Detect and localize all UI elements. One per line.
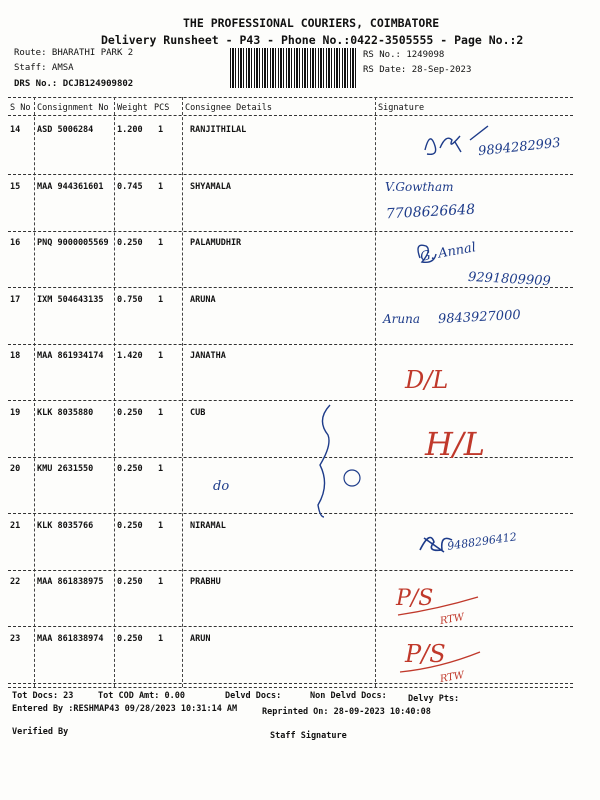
- handwritten-phone: 7708626648: [385, 201, 476, 223]
- handwritten-sub: RTW: [439, 669, 466, 686]
- row-consignee: CUB: [190, 407, 206, 418]
- handwritten-name: V.Gowtham: [385, 180, 454, 194]
- row-consignee: PALAMUDHIR: [190, 238, 242, 248]
- row-sno: 19: [10, 407, 21, 418]
- handwritten-mark: D/L: [405, 366, 449, 394]
- row-consignee: NIRAMAL: [190, 520, 226, 531]
- row-sno: 21: [10, 520, 21, 531]
- row-consignment: MAA 861838975: [37, 577, 104, 587]
- row-sno: 18: [10, 351, 21, 361]
- row-pcs: 1: [158, 407, 164, 418]
- col-signature-header: Signature: [378, 103, 425, 113]
- entered-by: Entered By :RESHMAP43 09/28/2023 10:31:14 AM: [12, 704, 238, 714]
- row-sno: 17: [10, 294, 21, 305]
- bracket-mark: [318, 405, 330, 517]
- row-pcs: 1: [158, 238, 164, 248]
- runsheet-line: Delivery Runsheet - P43 - Phone No.:0422-3505555 - Page No.:2: [101, 33, 524, 47]
- handwritten-phone: 9843927000: [437, 307, 522, 328]
- row-consignment: ASD 5006284: [37, 125, 94, 135]
- row-weight: 0.250: [117, 464, 143, 474]
- row-consignment: KLK 8035766: [37, 520, 94, 531]
- drs-number: DRS No.: DCJB124909802: [14, 79, 134, 89]
- row-consignment: PNQ 9000005569: [37, 238, 109, 248]
- row-consignment: KLK 8035880: [37, 407, 94, 418]
- company-title: THE PROFESSIONAL COURIERS, COIMBATORE: [183, 16, 440, 30]
- row-consignment: MAA 944361601: [37, 181, 104, 192]
- row-weight: 0.250: [117, 577, 143, 587]
- total-docs: Tot Docs: 23: [12, 691, 74, 701]
- row-consignment: KMU 2631550: [37, 464, 94, 474]
- col-consignment-header: Consignment No: [37, 103, 109, 113]
- col-consignee-header: Consignee Details: [185, 103, 272, 113]
- handwritten-mark: H/L: [425, 425, 485, 463]
- row-pcs: 1: [158, 633, 164, 644]
- col-pcs-header: PCS: [154, 103, 170, 113]
- handwritten-name: Aruna: [383, 312, 421, 326]
- col-sno-header: S No: [10, 103, 31, 113]
- handwritten-mark: P/S: [405, 640, 446, 668]
- handwritten-phone: 9894282993: [477, 135, 562, 160]
- row-pcs: 1: [158, 351, 164, 361]
- row-pcs: 1: [158, 181, 164, 192]
- row-pcs: 1: [158, 464, 164, 474]
- col-weight-header: Weight: [117, 103, 148, 113]
- row-consignee: JANATHA: [190, 351, 226, 361]
- circle-mark: [344, 470, 360, 486]
- handwritten-name: G. Annal: [419, 240, 478, 265]
- row-consignment: MAA 861934174: [37, 351, 104, 361]
- footer-rule: [8, 687, 573, 688]
- row-consignee: PRABHU: [190, 577, 221, 587]
- handwritten-phone: 9488296412: [446, 530, 518, 553]
- staff-signature: Staff Signature: [270, 731, 347, 741]
- rs-date: RS Date: 28-Sep-2023: [363, 65, 472, 75]
- non-delivered-docs: Non Delvd Docs:: [310, 691, 387, 701]
- row-weight: 1.200: [117, 125, 143, 135]
- row-pcs: 1: [158, 125, 164, 135]
- row-weight: 0.250: [117, 633, 143, 644]
- row-consignee: RANJITHILAL: [190, 125, 247, 135]
- row-pcs: 1: [158, 520, 164, 531]
- rs-number: RS No.: 1249098: [363, 50, 445, 60]
- handwritten-mark: P/S: [396, 586, 434, 611]
- row-consignment: MAA 861838974: [37, 633, 104, 644]
- row-weight: 0.750: [117, 294, 143, 305]
- delivered-docs: Delvd Docs:: [225, 691, 282, 701]
- row-weight: 1.420: [117, 351, 143, 361]
- row-sno: 20: [10, 464, 21, 474]
- row-consignee: ARUNA: [190, 294, 216, 305]
- row-sno: 23: [10, 633, 21, 644]
- row-weight: 0.745: [117, 181, 143, 192]
- row-pcs: 1: [158, 294, 164, 305]
- row-consignee: ARUN: [190, 633, 211, 644]
- row-weight: 0.250: [117, 520, 143, 531]
- handwritten-sub: RTW: [439, 611, 466, 628]
- row-sno: 16: [10, 238, 21, 248]
- delivery-points: Delvy Pts:: [408, 694, 460, 704]
- row-weight: 0.250: [117, 407, 143, 418]
- row-sno: 22: [10, 577, 21, 587]
- row-sno: 14: [10, 125, 21, 135]
- verified-by: Verified By: [12, 727, 69, 737]
- handwritten-ditto: do: [213, 479, 230, 494]
- row-sno: 15: [10, 181, 21, 192]
- route-label: Route: BHARATHI PARK 2: [14, 48, 134, 58]
- staff-label: Staff: AMSA: [14, 63, 74, 73]
- row-consignment: IXM 504643135: [37, 294, 104, 305]
- handwritten-phone: 9291809909: [467, 269, 552, 290]
- row-weight: 0.250: [117, 238, 143, 248]
- total-cod-amount: Tot COD Amt: 0.00: [98, 691, 185, 701]
- reprinted-on: Reprinted On: 28-09-2023 10:40:08: [262, 707, 431, 717]
- row-pcs: 1: [158, 577, 164, 587]
- row-consignee: SHYAMALA: [190, 181, 231, 192]
